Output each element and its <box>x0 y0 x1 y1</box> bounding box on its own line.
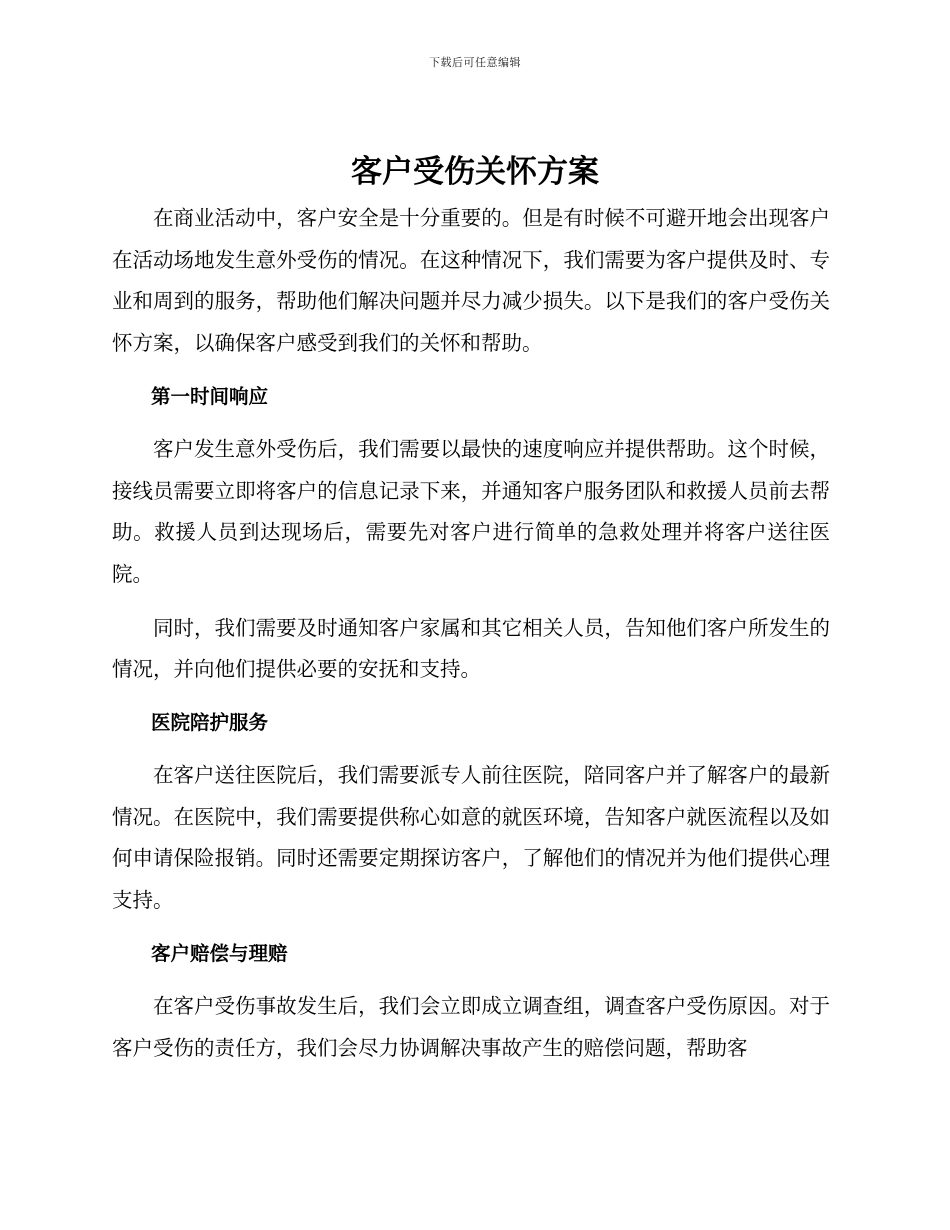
intro-paragraph: 在商业活动中，客户安全是十分重要的。但是有时候不可避开地会出现客户在活动场地发生意外受伤的情况。在这种情况下，我们需要为客户提供及时、专业和周到的服务，帮助他们解决问题并尽力减少损失。以下是我们的客户受伤关怀方案，以确保客户感受到我们的关怀和帮助。 <box>112 206 830 356</box>
hospital-service-paragraph-1: 在客户送往医院后，我们需要派专人前往医院，陪同客户并了解客户的最新情况。在医院中，我们需要提供称心如意的就医环境，告知客户就医流程以及如何申请保险报销。同时还需要定期探访客户，了解他们的情况并为他们提供心理支持。 <box>112 763 830 913</box>
section-heading-first-response: 第一时间响应 <box>151 384 269 408</box>
first-response-paragraph-2: 同时，我们需要及时通知客户家属和其它相关人员，告知他们客户所发生的情况，并向他们提供必要的安抚和支持。 <box>112 615 830 682</box>
page-header-note: 下载后可任意编辑 <box>429 56 521 69</box>
document-body <box>112 198 830 1069</box>
section-heading-hospital-service: 医院陪护服务 <box>151 711 269 735</box>
section-heading-compensation: 客户赔偿与理赔 <box>151 941 288 965</box>
page-title: 客户受伤关怀方案 <box>351 154 599 190</box>
compensation-paragraph-1: 在客户受伤事故发生后，我们会立即成立调查组，调查客户受伤原因。对于客户受伤的责任方，我们会尽力协调解决事故产生的赔偿问题，帮助客 <box>112 993 830 1060</box>
first-response-paragraph-1: 客户发生意外受伤后，我们需要以最快的速度响应并提供帮助。这个时候，接线员需要立即将客户的信息记录下来，并通知客户服务团队和救援人员前去帮助。救援人员到达现场后，需要先对客户进行简单的急救处理并将客户送往医院。 <box>112 436 830 586</box>
